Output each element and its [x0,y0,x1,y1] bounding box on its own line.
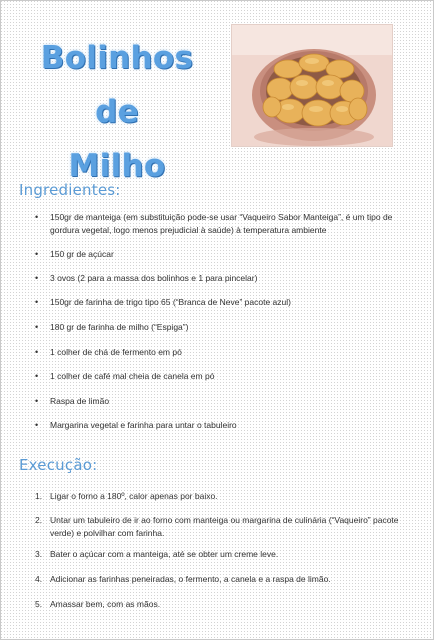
ingredient-text: 1 colher de chá de fermento em pó [50,347,182,357]
ingredient-text: Margarina vegetal e farinha para untar o tabuleiro [50,420,237,430]
step-text: Adicionar as farinhas peneiradas, o fermento, a canela e a raspa de limão. [50,574,331,584]
step-text: Untar um tabuleiro de ir ao forno com manteiga ou margarina de culinária (“Vaqueiro” pacote verde) e polvilhar com farinha. [50,515,399,538]
bullet-icon: • [35,396,39,406]
bullet-icon: • [35,322,39,332]
step-text: Ligar o forno a 180º, calor apenas por baixo. [50,491,218,501]
step-text: Bater o açúcar com a manteiga, até se obter um creme leve. [50,549,279,559]
ingredient-text: Raspa de limão [50,396,110,406]
step-number: 2. [35,515,43,525]
ingredient-text: 1 colher de café mal cheia de canela em pó [50,371,215,381]
steps-heading: Execução: [19,456,98,474]
ingredient-text: 3 ovos (2 para a massa dos bolinhos e 1 para pincelar) [50,273,258,283]
bullet-icon: • [35,420,39,430]
step-number: 5. [35,599,43,609]
bullet-icon: • [35,347,39,357]
ingredient-text: 150gr de manteiga (em substituição pode-se usar “Vaqueiro Sabor Manteiga”, é um tipo de gordura vegetal, logo menos prejudicial à saúde) à temperatura ambiente [50,212,393,235]
ingredients-heading: Ingredientes: [19,181,121,199]
corn-cookies-tin-photo [232,25,392,146]
step-number: 3. [35,549,43,559]
recipe-photo [232,25,392,146]
bullet-icon: • [35,371,39,381]
title-line-2: Milho [68,148,166,184]
title-line-1: Bolinhos de [40,40,194,130]
bullet-icon: • [35,212,39,222]
ingredient-text: 150gr de farinha de trigo tipo 65 (“Branca de Neve” pacote azul) [50,297,291,307]
step-number: 4. [35,574,43,584]
step-text: Amassar bem, com as mãos. [50,599,161,609]
recipe-title [27,31,207,193]
ingredient-text: 180 gr de farinha de milho (“Espiga”) [50,322,189,332]
bullet-icon: • [35,249,39,259]
bullet-icon: • [35,297,39,307]
bullet-icon: • [35,273,39,283]
ingredient-text: 150 gr de açúcar [50,249,114,259]
step-number: 1. [35,491,43,501]
